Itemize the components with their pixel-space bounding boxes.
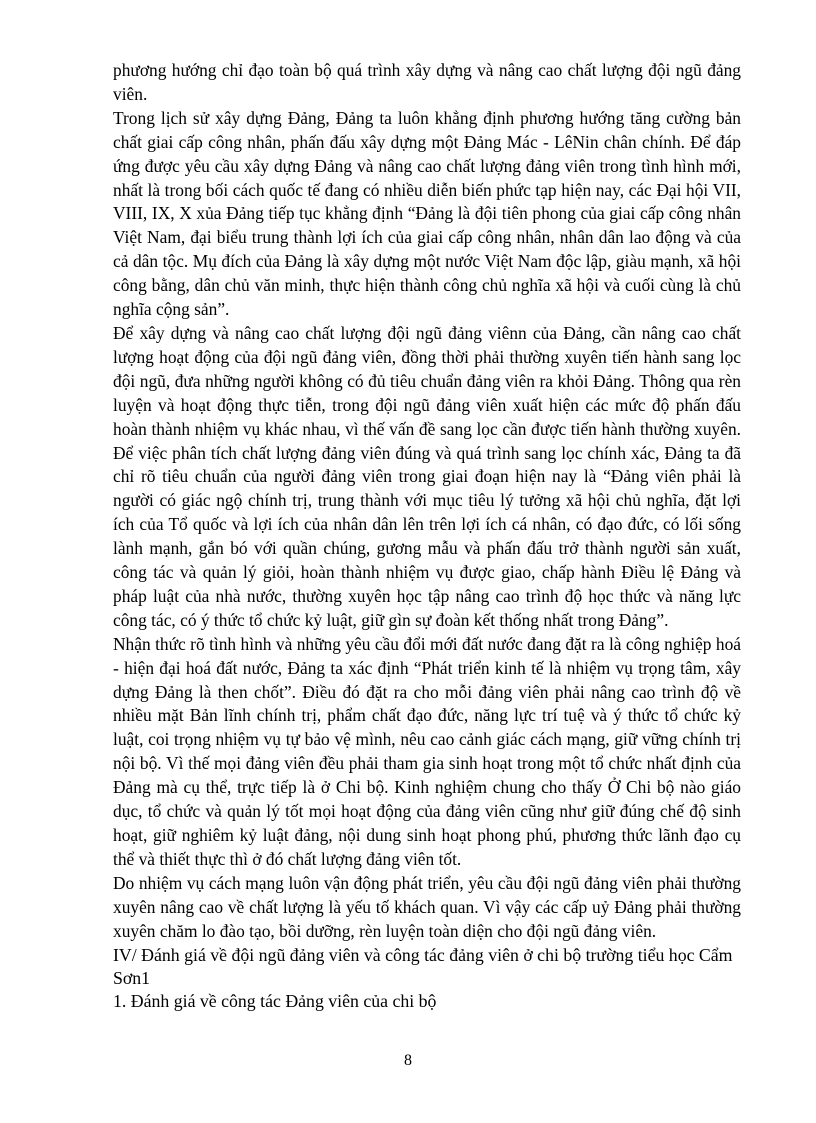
paragraph-3: Để xây dựng và nâng cao chất lượng đội ngũ đảng viênn của Đảng, cần nâng cao chất lượng hoạt động của đội ngũ đảng viên, đồng thời phải thường xuyên tiến hành sang lọc đội ngũ, đưa những người không có đủ tiêu chuẩn đảng viên ra khỏi Đảng. Thông qua rèn luyện và hoạt động thực tiễn, trong đội ngũ đảng viên xuất hiện các mức độ phấn đấu hoàn thành nhiệm vụ khác nhau, vì thế vấn đề sang lọc cần được tiến hành thường xuyên. Để việc phân tích chất lượng đảng viên đúng và quá trình sang lọc chính xác, Đảng ta đã chỉ rõ tiêu chuẩn của người đảng viên trong giai đoạn hiện nay là “Đảng viên phải là người có giác ngộ chính trị, trung thành với mục tiêu lý tưởng xã hội chủ nghĩa, đặt lợi ích của Tổ quốc và lợi ích của nhân dân lên trên lợi ích cá nhân, có đạo đức, có lối sống lành mạnh, gắn bó với quần chúng, gương mẫu và phấn đấu trở thành người sản xuất, công tác và quản lý giỏi, hoàn thành nhiệm vụ được giao, chấp hành Điều lệ Đảng và pháp luật của nhà nước, thường xuyên học tập nâng cao trình độ học thức và năng lực công tác, có ý thức tổ chức kỷ luật, giữ gìn sự đoàn kết thống nhất trong Đảng”. [113,322,741,630]
paragraph-5: Do nhiệm vụ cách mạng luôn vận động phát triển, yêu cầu đội ngũ đảng viên phải thường xuyên nâng cao về chất lượng là yếu tố khách quan. Vì vậy các cấp uỷ Đảng phải thường xuyên chăm lo đào tạo, bồi dưỡng, rèn luyện toàn diện cho đội ngũ đảng viên. [113,872,741,941]
section-heading: IV/ Đánh giá về đội ngũ đảng viên và công tác đảng viên ở chi bộ trường tiểu học Cẩm Sơn1 [113,944,733,988]
page-number: 8 [404,1052,412,1069]
paragraph-1: phương hướng chỉ đạo toàn bộ quá trình xây dựng và nâng cao chất lượng đội ngũ đảng viên. [113,60,741,104]
subsection-heading: 1. Đánh giá về công tác Đảng viên của chi bộ [113,990,437,1011]
document-page [113,59,741,1013]
paragraph-4: Nhận thức rõ tình hình và những yêu cầu đổi mới đất nước đang đặt ra là công nghiệp hoá - hiện đại hoá đất nước, Đảng ta xác định “Phát triển kinh tế là nhiệm vụ trọng tâm, xây dựng Đảng là then chốt”. Điều đó đặt ra cho mỗi đảng viên phải nâng cao trình độ về nhiều mặt Bản lĩnh chính trị, phẩm chất đạo đức, năng lực trí tuệ và ý thức tổ chức kỷ luật, coi trọng nhiệm vụ tự bảo vệ mình, nêu cao cảnh giác cách mạng, giữ vững chính trị nội bộ. Vì thế mọi đảng viên đều phải tham gia sinh hoạt trong một tổ chức nhất định của Đảng mà cụ thể, trực tiếp là ở Chi bộ. Kinh nghiệm chung cho thấy Ở Chi bộ nào giáo dục, tổ chức và quản lý tốt mọi hoạt động của đảng viên cũng như giữ đúng chế độ sinh hoạt, giữ nghiêm kỷ luật đảng, nội dung sinh hoạt phong phú, phương thức lãnh đạo cụ thể và thiết thực thì ở đó chất lượng đảng viên tốt. [113,633,741,869]
paragraph-2: Trong lịch sử xây dựng Đảng, Đảng ta luôn khẳng định phương hướng tăng cường bản chất giai cấp công nhân, phấn đấu xây dựng một Đảng Mác - LêNin chân chính. Để đáp ứng được yêu cầu xây dựng Đảng và nâng cao chất lượng đảng viên trong tình hình mới, nhất là trong bối cách quốc tế đang có nhiều diễn biến phức tạp hiện nay, các Đại hội VII, VIII, IX, X xủa Đảng tiếp tục khẳng định “Đảng là đội tiên phong của giai cấp công nhân Việt Nam, đại biểu trung thành lợi ích của giai cấp công nhân, nhân dân lao động và của cả dân tộc. Mụ đích của Đảng là xây dựng một nước Việt Nam độc lập, giàu mạnh, xã hội công bằng, dân chủ văn minh, thực hiện thành công chủ nghĩa xã hội và cuối cùng là chủ nghĩa cộng sản”. [113,107,741,320]
